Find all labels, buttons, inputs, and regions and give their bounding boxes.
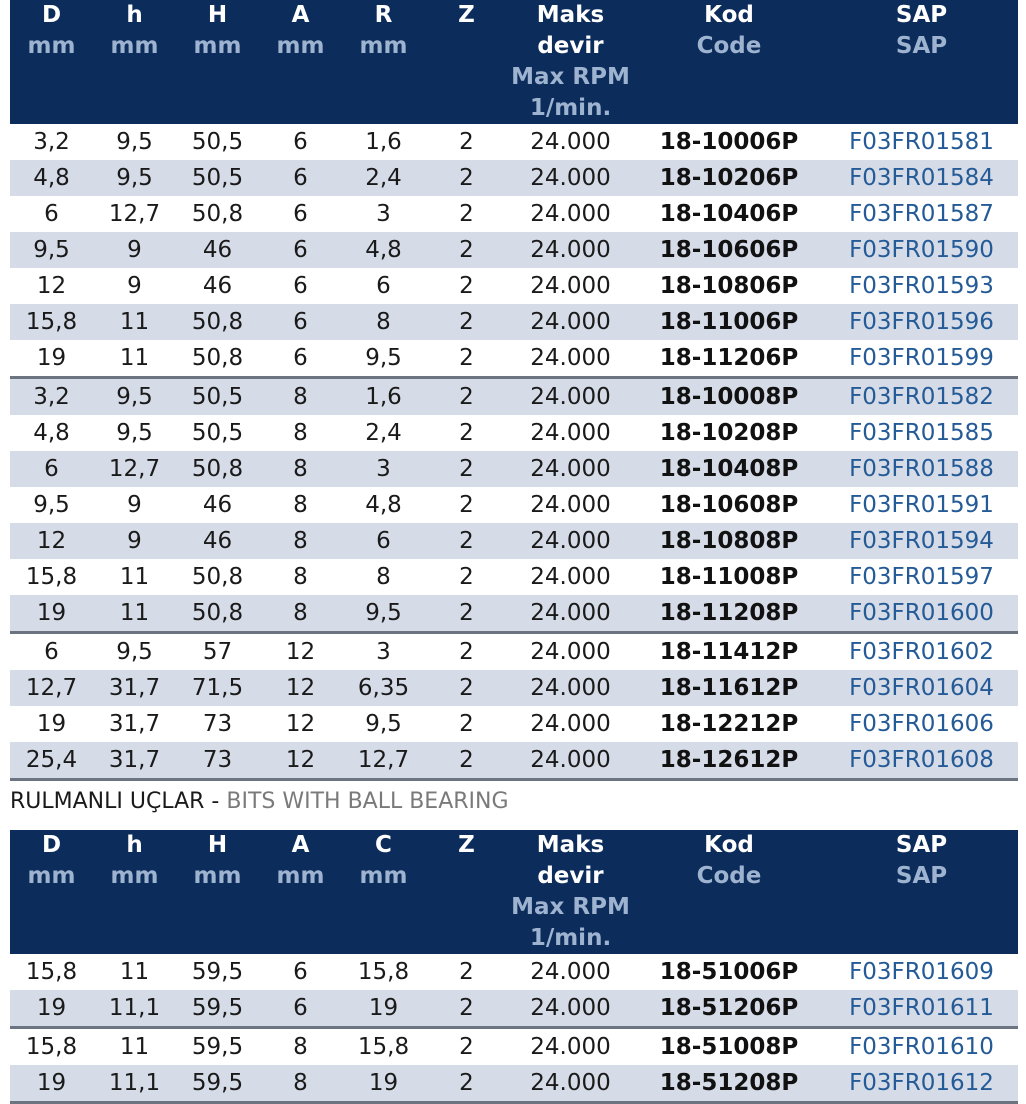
table-cell: 8	[293, 564, 308, 590]
table-row	[10, 451, 1018, 487]
table-cell: 2,4	[365, 420, 402, 446]
sap-number: F03FR01612	[825, 1065, 1018, 1103]
table-cell: 12,7	[10, 670, 93, 706]
column-header	[342, 0, 425, 124]
table-cell: 2	[459, 711, 474, 737]
table-cell: 24.000	[508, 1065, 633, 1103]
column-header-sublabel: mm	[193, 33, 242, 59]
table-cell: 59,5	[191, 959, 244, 985]
table-header	[10, 0, 1018, 124]
product-code: 18-10206P	[633, 160, 825, 196]
table-row	[10, 595, 1018, 633]
product-code: 18-10406P	[659, 201, 799, 227]
table-cell: 6,35	[342, 670, 425, 706]
table-cell: 8	[259, 378, 342, 416]
table-cell: 31,7	[108, 711, 161, 737]
spec-table-1	[10, 0, 1018, 781]
table-row	[10, 1065, 1018, 1103]
column-header-label: C	[375, 832, 392, 858]
table-cell: 24.000	[508, 304, 633, 340]
column-header-label: A	[291, 832, 310, 858]
column-header-label: Kod	[704, 832, 754, 858]
table-row	[10, 304, 1018, 340]
sap-number: F03FR01581	[849, 129, 994, 155]
table-cell: 50,8	[176, 304, 259, 340]
product-code: 18-11006P	[633, 304, 825, 340]
table-cell: 6	[293, 959, 308, 985]
table-cell: 6	[259, 304, 342, 340]
table-cell: 3,2	[33, 129, 70, 155]
table-cell: 9	[127, 273, 142, 299]
table-cell: 24.000	[508, 1028, 633, 1066]
table-cell: 2	[459, 564, 474, 590]
table-cell: 9,5	[365, 345, 402, 371]
table-cell: 2	[425, 523, 508, 559]
table-cell: 24.000	[508, 160, 633, 196]
table-cell: 46	[202, 273, 233, 299]
table-cell: 2	[425, 633, 508, 671]
sap-number: F03FR01594	[825, 523, 1018, 559]
product-code: 18-10408P	[633, 451, 825, 487]
table-row	[10, 559, 1018, 595]
table-cell: 24.000	[508, 595, 633, 633]
sap-number: F03FR01584	[825, 160, 1018, 196]
table-cell: 2	[425, 990, 508, 1028]
table-cell: 11	[93, 595, 176, 633]
column-header	[93, 830, 176, 954]
table-cell: 24.000	[508, 670, 633, 706]
table-cell: 59,5	[176, 1065, 259, 1103]
sap-number: F03FR01609	[849, 959, 994, 985]
table-cell: 9	[93, 232, 176, 268]
table-cell: 12,7	[342, 742, 425, 780]
table-cell: 31,7	[93, 742, 176, 780]
section-title-separator: -	[204, 789, 227, 814]
table-cell: 4,8	[365, 492, 402, 518]
product-code: 18-10208P	[659, 420, 799, 446]
sap-number: F03FR01585	[849, 420, 994, 446]
table-cell: 73	[202, 711, 233, 737]
sap-number: F03FR01604	[825, 670, 1018, 706]
table-cell: 9,5	[10, 232, 93, 268]
sap-number: F03FR01608	[825, 742, 1018, 780]
table-cell: 59,5	[176, 990, 259, 1028]
table-cell: 6	[10, 451, 93, 487]
column-header	[508, 830, 633, 954]
section-title	[10, 787, 509, 817]
table-cell: 12	[259, 633, 342, 671]
table-cell: 2	[459, 420, 474, 446]
table-cell: 24.000	[530, 711, 611, 737]
column-header-label: SAP	[895, 832, 948, 858]
product-code: 18-10808P	[633, 523, 825, 559]
column-header	[342, 830, 425, 954]
table-cell: 24.000	[530, 129, 611, 155]
table-cell: 2	[425, 595, 508, 633]
table-cell: 46	[202, 492, 233, 518]
table-cell: 15,8	[25, 959, 78, 985]
column-header-label: Maks devir	[536, 2, 605, 59]
column-header-sublabel: mm	[359, 863, 408, 889]
table-cell: 9,5	[93, 160, 176, 196]
table-cell: 2	[425, 160, 508, 196]
table-row	[10, 340, 1018, 378]
spec-table-2	[10, 830, 1018, 1104]
header-row	[10, 830, 1018, 954]
product-code: 18-11412P	[633, 633, 825, 671]
table-cell: 24.000	[530, 564, 611, 590]
table-cell: 6	[259, 232, 342, 268]
table-cell: 15,8	[10, 304, 93, 340]
column-header	[633, 0, 825, 124]
table-cell: 50,8	[176, 595, 259, 633]
column-header-sublabel: mm	[110, 33, 159, 59]
column-header	[176, 830, 259, 954]
table-cell: 24.000	[530, 420, 611, 446]
table-cell: 2,4	[342, 160, 425, 196]
table-cell: 8	[376, 564, 391, 590]
table-cell: 9,5	[116, 129, 153, 155]
table-cell: 11,1	[93, 1065, 176, 1103]
table-cell: 24.000	[508, 633, 633, 671]
table-cell: 2	[425, 451, 508, 487]
table-cell: 57	[176, 633, 259, 671]
table-cell: 2	[425, 1028, 508, 1066]
product-code: 18-11208P	[633, 595, 825, 633]
table-cell: 50,5	[191, 420, 244, 446]
sap-number: F03FR01597	[849, 564, 994, 590]
product-code: 18-51208P	[633, 1065, 825, 1103]
table-cell: 19	[342, 1065, 425, 1103]
column-header-sublabel: Code	[696, 863, 762, 889]
table-cell: 4,8	[10, 160, 93, 196]
table-row	[10, 742, 1018, 780]
table-cell: 2	[425, 742, 508, 780]
table-cell: 24.000	[530, 345, 611, 371]
table-cell: 2	[459, 201, 474, 227]
product-code: 18-10608P	[659, 492, 799, 518]
product-code: 18-11206P	[659, 345, 799, 371]
column-header	[825, 0, 1018, 124]
column-header-sublabel: Max RPM	[511, 64, 630, 90]
table-cell: 8	[259, 595, 342, 633]
column-header	[93, 0, 176, 124]
table-cell: 24.000	[508, 742, 633, 780]
table-body	[10, 124, 1018, 780]
table-cell: 4,8	[33, 420, 70, 446]
table-cell: 19	[10, 990, 93, 1028]
table-cell: 24.000	[508, 232, 633, 268]
table-cell: 12,7	[108, 201, 161, 227]
table-cell: 31,7	[93, 670, 176, 706]
column-header	[10, 0, 93, 124]
table-row	[10, 232, 1018, 268]
table-cell: 11	[119, 564, 150, 590]
table-cell: 2	[459, 273, 474, 299]
table-cell: 6	[259, 990, 342, 1028]
sap-number: F03FR01588	[825, 451, 1018, 487]
table-row	[10, 268, 1018, 304]
column-header-label: H	[207, 2, 228, 28]
sap-number: F03FR01600	[825, 595, 1018, 633]
table-row	[10, 954, 1018, 990]
column-header-label: H	[207, 832, 228, 858]
sap-number: F03FR01593	[849, 273, 994, 299]
table-cell: 24.000	[508, 378, 633, 416]
table-cell: 9,5	[365, 711, 402, 737]
table-cell: 11	[119, 345, 150, 371]
column-header-label: h	[126, 832, 143, 858]
column-header	[259, 830, 342, 954]
column-header-sublabel: mm	[276, 33, 325, 59]
column-header-sublabel: Max RPM	[511, 894, 630, 920]
column-header-sublabel: mm	[27, 863, 76, 889]
table-cell: 12	[285, 711, 316, 737]
column-header-label: D	[41, 2, 62, 28]
sap-number: F03FR01587	[849, 201, 994, 227]
section-title-en: BITS WITH BALL BEARING	[226, 789, 509, 814]
table-cell: 11,1	[93, 990, 176, 1028]
column-header-sublabel: mm	[359, 33, 408, 59]
table-cell: 19	[10, 595, 93, 633]
table-cell: 15,8	[357, 959, 410, 985]
column-header	[10, 830, 93, 954]
sap-number: F03FR01611	[825, 990, 1018, 1028]
table-cell: 6	[293, 201, 308, 227]
column-header-unit: 1/min.	[529, 95, 612, 121]
table-cell: 3,2	[10, 378, 93, 416]
table-cell: 9	[93, 523, 176, 559]
table-cell: 2	[459, 492, 474, 518]
column-header-sublabel: SAP	[895, 33, 948, 59]
table-cell: 25,4	[10, 742, 93, 780]
column-header	[825, 830, 1018, 954]
sap-number: F03FR01610	[825, 1028, 1018, 1066]
table-cell: 24.000	[530, 492, 611, 518]
sap-number: F03FR01596	[825, 304, 1018, 340]
product-code: 18-10006P	[659, 129, 799, 155]
sap-number: F03FR01582	[825, 378, 1018, 416]
table-cell: 2	[425, 378, 508, 416]
column-header-label: Kod	[704, 2, 754, 28]
table-cell: 50,5	[191, 129, 244, 155]
table-cell: 50,8	[176, 451, 259, 487]
column-header	[425, 830, 508, 954]
table-cell: 6	[10, 633, 93, 671]
table-cell: 9,5	[93, 633, 176, 671]
table-row	[10, 633, 1018, 671]
table-cell: 2	[425, 1065, 508, 1103]
column-header	[259, 0, 342, 124]
table-cell: 24.000	[530, 273, 611, 299]
column-header-label: R	[374, 2, 393, 28]
table-cell: 12	[259, 742, 342, 780]
table-cell: 19	[342, 990, 425, 1028]
sap-number: F03FR01602	[825, 633, 1018, 671]
product-code: 18-12212P	[659, 711, 799, 737]
table-row	[10, 990, 1018, 1028]
table-cell: 24.000	[508, 451, 633, 487]
section-title-tr: RULMANLI UÇLAR	[10, 789, 205, 814]
sap-number: F03FR01606	[849, 711, 994, 737]
column-header-sublabel: mm	[276, 863, 325, 889]
table-cell: 4,8	[342, 232, 425, 268]
product-code: 18-10606P	[633, 232, 825, 268]
table-cell: 6	[293, 345, 308, 371]
table-cell: 12	[259, 670, 342, 706]
table-row	[10, 487, 1018, 523]
table-header	[10, 830, 1018, 954]
column-header	[425, 0, 508, 124]
table-row	[10, 124, 1018, 160]
table-cell: 8	[259, 1065, 342, 1103]
column-header-sublabel: mm	[193, 863, 242, 889]
table-cell: 11	[93, 1028, 176, 1066]
table-row	[10, 670, 1018, 706]
table-cell: 19	[10, 1065, 93, 1103]
table-cell: 12,7	[93, 451, 176, 487]
table-cell: 3	[342, 633, 425, 671]
table-cell: 24.000	[530, 959, 611, 985]
table-cell: 15,8	[10, 1028, 93, 1066]
table-cell: 59,5	[176, 1028, 259, 1066]
sap-number: F03FR01590	[825, 232, 1018, 268]
sap-number: F03FR01599	[849, 345, 994, 371]
table-cell: 50,8	[191, 201, 244, 227]
column-header-unit: 1/min.	[529, 925, 612, 951]
product-code: 18-51206P	[633, 990, 825, 1028]
table-cell: 6	[293, 273, 308, 299]
table-cell: 2	[459, 959, 474, 985]
table-cell: 9,5	[93, 378, 176, 416]
column-header-label: D	[41, 832, 62, 858]
table-cell: 6	[293, 129, 308, 155]
table-row	[10, 378, 1018, 416]
table-cell: 2	[459, 345, 474, 371]
table-row	[10, 196, 1018, 232]
table-body	[10, 954, 1018, 1103]
header-row	[10, 0, 1018, 124]
table-cell: 73	[176, 742, 259, 780]
table-cell: 8	[259, 523, 342, 559]
table-cell: 24.000	[508, 990, 633, 1028]
table-cell: 8	[259, 1028, 342, 1066]
column-header-label: SAP	[895, 2, 948, 28]
column-header	[176, 0, 259, 124]
table-cell: 6	[259, 160, 342, 196]
table-cell: 12	[10, 523, 93, 559]
table-cell: 24.000	[530, 201, 611, 227]
column-header-label: A	[291, 2, 310, 28]
table-cell: 8	[342, 304, 425, 340]
table-row	[10, 160, 1018, 196]
table-cell: 9,5	[342, 595, 425, 633]
column-header-sublabel: mm	[110, 863, 159, 889]
table-cell: 1,6	[365, 129, 402, 155]
table-cell: 8	[293, 492, 308, 518]
product-code: 18-10008P	[633, 378, 825, 416]
table-cell: 2	[425, 232, 508, 268]
table-cell: 50,8	[191, 564, 244, 590]
column-header-sublabel: Code	[696, 33, 762, 59]
table-row	[10, 1028, 1018, 1066]
column-header	[508, 0, 633, 124]
table-cell: 9	[127, 492, 142, 518]
column-header-sublabel: SAP	[895, 863, 948, 889]
sap-number: F03FR01591	[849, 492, 994, 518]
table-cell: 46	[176, 232, 259, 268]
column-header-label: Z	[458, 2, 475, 28]
column-header-label: Maks devir	[536, 832, 605, 889]
table-cell: 8	[259, 451, 342, 487]
table-cell: 15,8	[342, 1028, 425, 1066]
table-cell: 15,8	[25, 564, 78, 590]
table-cell: 46	[176, 523, 259, 559]
table-cell: 9,5	[33, 492, 70, 518]
table-cell: 9,5	[116, 420, 153, 446]
table-cell: 3	[342, 451, 425, 487]
table-row	[10, 415, 1018, 451]
product-code: 18-11008P	[659, 564, 799, 590]
table-row	[10, 523, 1018, 559]
table-cell: 2	[459, 129, 474, 155]
table-cell: 8	[293, 420, 308, 446]
table-cell: 19	[36, 345, 67, 371]
product-code: 18-12612P	[633, 742, 825, 780]
table-cell: 1,6	[342, 378, 425, 416]
table-cell: 24.000	[508, 523, 633, 559]
product-code: 18-11612P	[633, 670, 825, 706]
table-cell: 50,5	[176, 378, 259, 416]
product-code: 18-10806P	[659, 273, 799, 299]
column-header	[633, 830, 825, 954]
table-cell: 12	[36, 273, 67, 299]
product-code: 18-51008P	[633, 1028, 825, 1066]
table-cell: 71,5	[176, 670, 259, 706]
table-cell: 11	[119, 959, 150, 985]
table-cell: 6	[342, 523, 425, 559]
table-cell: 11	[93, 304, 176, 340]
column-header-sublabel: mm	[27, 33, 76, 59]
table-cell: 50,5	[176, 160, 259, 196]
table-cell: 2	[425, 304, 508, 340]
table-cell: 19	[36, 711, 67, 737]
table-cell: 6	[376, 273, 391, 299]
table-cell: 6	[44, 201, 59, 227]
column-header-label: h	[126, 2, 143, 28]
table-row	[10, 706, 1018, 742]
column-header-label: Z	[458, 832, 475, 858]
table-cell: 2	[425, 670, 508, 706]
table-cell: 3	[376, 201, 391, 227]
table-cell: 50,8	[191, 345, 244, 371]
product-code: 18-51006P	[659, 959, 799, 985]
